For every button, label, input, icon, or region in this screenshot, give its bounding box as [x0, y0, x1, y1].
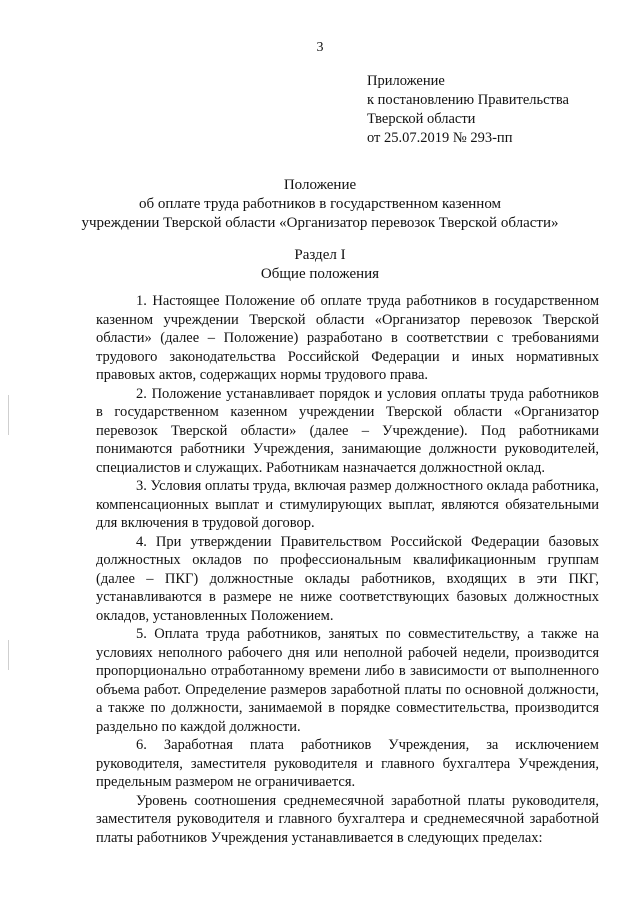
document-body: [96, 292, 599, 847]
margin-scan-mark: [8, 395, 9, 435]
appendix-header: [367, 72, 627, 148]
paragraph: Уровень соотношения среднемесячной заработной платы руководителя, заместителя руководителя и главного бухгалтера и среднемесячной заработной платы работников Учреждения устанавливается в следующих пределах:: [96, 792, 599, 846]
appendix-line: Приложение: [367, 73, 445, 89]
page-number: 3: [316, 40, 324, 55]
appendix-line: к постановлению Правительства: [367, 92, 569, 108]
title-line: Положение: [283, 177, 357, 193]
paragraph: 1. Настоящее Положение об оплате труда работников в государственном казенном учреждении Тверской области «Организатор перевозок Тверской области» (далее – Положение) разработано в соответствии с требованиями трудового законодательства Российской Федерации и иных нормативных правовых актов, содержащих нормы трудового права.: [96, 293, 599, 383]
paragraph: 5. Оплата труда работников, занятых по совместительству, а также на условиях неполного рабочего дня или неполной рабочей недели, производится пропорционально отработанному времени либо в зависимости от выполненного объема работ. Определение размеров заработной платы по основной должности, а также по должности, занимаемой в порядке совместительства, производится раздельно по каждой должности.: [96, 626, 599, 735]
appendix-line: от 25.07.2019 № 293-пп: [367, 130, 513, 146]
title-line: учреждении Тверской области «Организатор перевозок Тверской области»: [81, 215, 559, 231]
section-name: Общие положения: [260, 266, 380, 282]
margin-scan-mark: [8, 640, 9, 670]
paragraph: 3. Условия оплаты труда, включая размер должностного оклада работника, компенсационных выплат и стимулирующих выплат, являются обязательными для включения в трудовой договор.: [96, 478, 599, 531]
title-line: об оплате труда работников в государственном казенном: [138, 196, 502, 212]
section-heading: [0, 246, 640, 284]
appendix-line: Тверской области: [367, 111, 476, 127]
paragraph: 6. Заработная плата работников Учреждения, за исключением руководителя, заместителя руководителя и главного бухгалтера Учреждения, предельным размером не ограничивается.: [96, 737, 599, 790]
section-number: Раздел I: [294, 247, 346, 263]
paragraph: 4. При утверждении Правительством Российской Федерации базовых должностных окладов по профессиональным квалификационным группам (далее – ПКГ) должностные оклады работников, входящих в эти ПКГ, устанавливаются в размере не ниже соответствующих базовых должностных окладов, установленных Положением.: [96, 533, 599, 624]
paragraph: 2. Положение устанавливает порядок и условия оплаты труда работников в государственном казенном учреждении Тверской области «Организатор перевозок Тверской области» (далее – Учреждение). Под работниками понимаются работники Учреждения, занимающие должности руководителей, специалистов и служащих. Работникам назначается должностной оклад.: [96, 385, 599, 476]
document-title: [0, 176, 640, 233]
